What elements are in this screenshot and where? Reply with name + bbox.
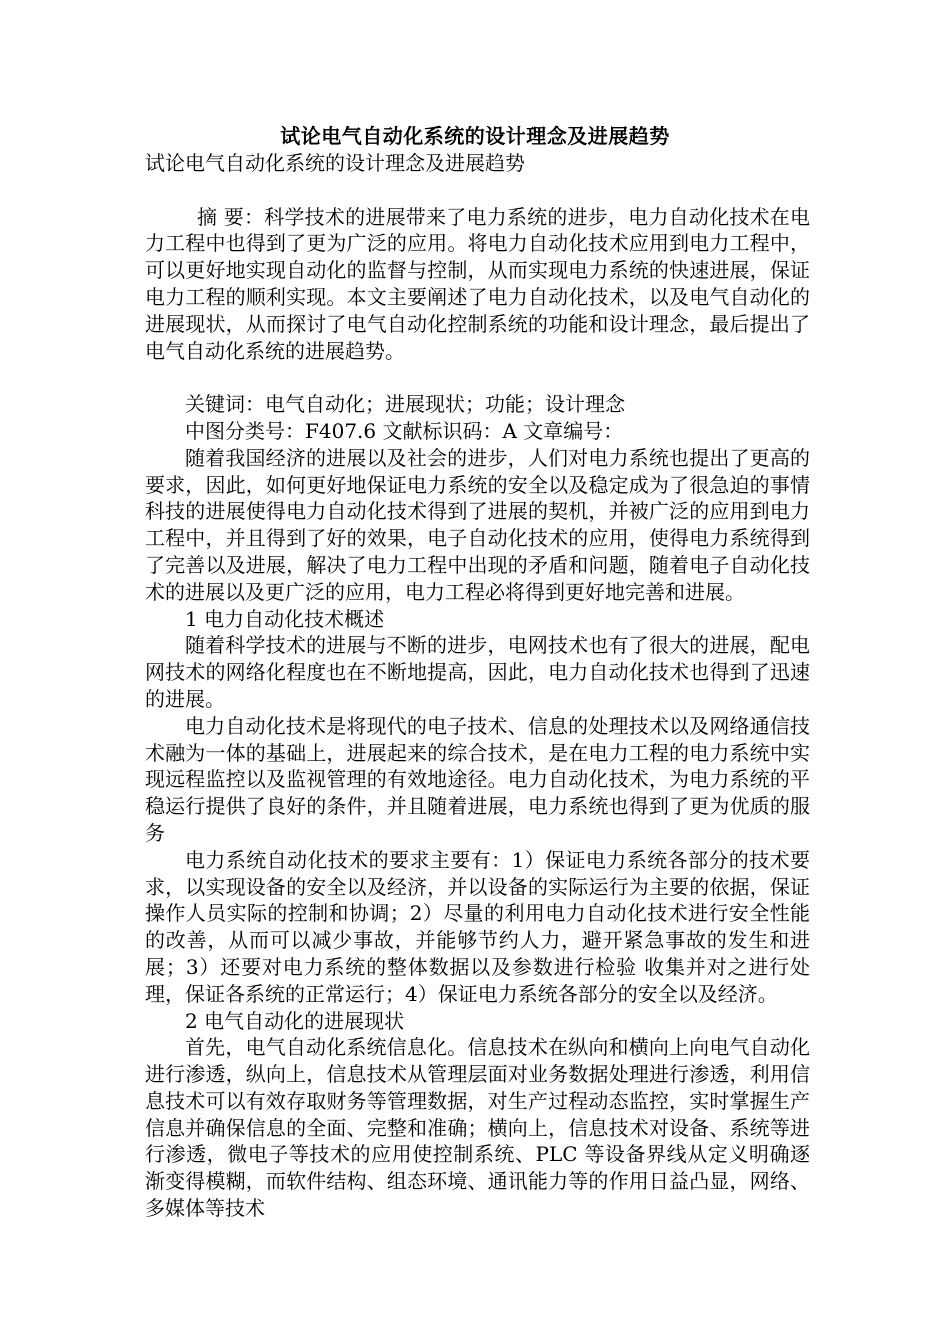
document-subtitle: 试论电气自动化系统的设计理念及进展趋势 [145,151,525,175]
document-body [145,150,810,1222]
intro-paragraph: 随着我国经济的进展以及社会的进步，人们对电力系统也提出了更高的要求，因此，如何更好地保证电力系统的安全以及稳定成为了很急迫的事情 科技的进展使得电力自动化技术得到了进展的契机，并被广泛的应用到电力工程中，并且得到了好的效果，电子自动化技术的应用，使得电力系统得到了完善以及进展，解决了电力工程中出现的矛盾和问题，随着电子自动化技术的进展以及更广泛的应用，电力工程必将得到更好地完善和进展。 [145,445,810,604]
blank-line [145,177,810,204]
keywords-line: 关键词：电气自动化；进展现状；功能；设计理念 [185,392,625,417]
section-heading-2: 2 电气自动化的进展现状 [185,1008,405,1033]
section-1-paragraph: 电力系统自动化技术的要求主要有：1）保证电力系统各部分的技术要求，以实现设备的安全以及经济，并以设备的实际运行为主要的依据，保证操作人员实际的控制和协调；2）尽量的利用电力自动化技术进行安全性能的改善，从而可以减少事故，并能够节约人力，避开紧急事故的发生和进展；3）还要对电力系统的整体数据以及参数进行检验 收集并对之进行处理，保证各系统的正常运行；4）保证电力系统各部分的安全以及经济。 [145,847,810,1006]
section-1-paragraph: 电力自动化技术是将现代的电子技术、信息的处理技术以及网络通信技术融为一体的基础上，进展起来的综合技术，是在电力工程的电力系统中实现远程监控以及监视管理的有效地途径。电力自动化技术，为电力系统的平稳运行提供了良好的条件，并且随着进展，电力系统也得到了更为优质的服务 [145,713,810,845]
section-2-paragraph: 首先，电气自动化系统信息化。信息技术在纵向和横向上向电气自动化进行渗透，纵向上，信息技术从管理层面对业务数据处理进行渗透，利用信息技术可以有效存取财务等管理数据，对生产过程动态监控，实时掌握生产信息并确保信息的全面、完整和准确；横向上，信息技术对设备、系统等进行渗透，微电子等技术的应用使控制系统、PLC 等设备界线从定义明确逐渐变得模糊，而软件结构、组态环境、通讯能力等的作用日益凸显，网络、多媒体等技术 [145,1035,810,1221]
document-title: 试论电气自动化系统的设计理念及进展趋势 [280,124,670,148]
classification-line: 中图分类号：F407.6 文献标识码：A 文章编号： [185,418,624,443]
blank-line [145,364,810,391]
abstract-paragraph: 摘 要：科学技术的进展带来了电力系统的进步，电力自动化技术在电力工程中也得到了更为广泛的应用。将电力自动化技术应用到电力工程中，可以更好地实现自动化的监督与控制，从而实现电力系统的快速进展，保证电力工程的顺利实现。本文主要阐述了电力自动化技术，以及电气自动化的进展现状，从而探讨了电气自动化控制系统的功能和设计理念，最后提出了电气自动化系统的进展趋势。 [145,204,810,363]
section-heading-1: 1 电力自动化技术概述 [185,606,385,631]
section-1-paragraph: 随着科学技术的进展与不断的进步，电网技术也有了很大的进展，配电网技术的网络化程度也在不断地提高，因此，电力自动化技术也得到了迅速的进展。 [145,633,810,711]
